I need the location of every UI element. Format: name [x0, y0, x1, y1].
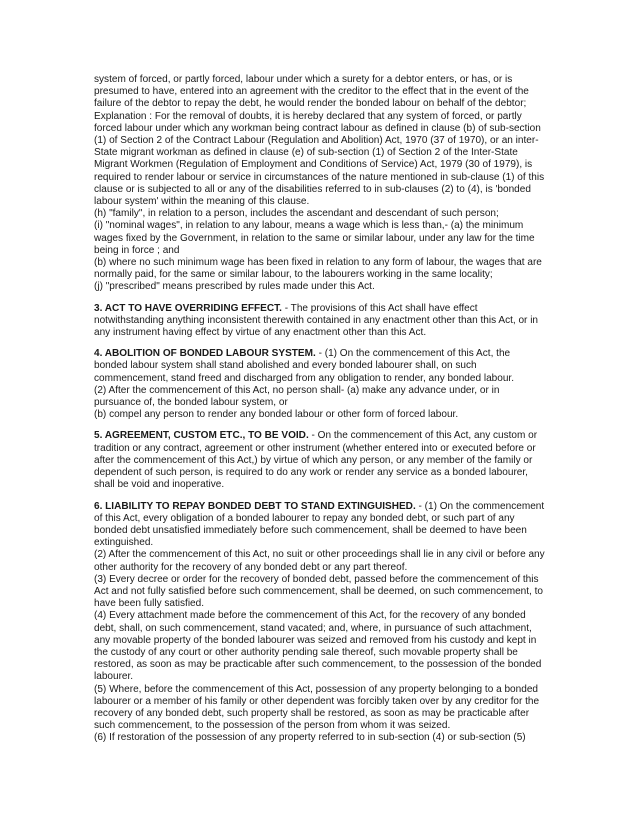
section-4-text: - (1) On the commencement of this Act, the bonded labour system shall stand abolished and every bonded labourer shall, on such commencement, stand freed and discharged from any obligation to render, any bonded labour.: [94, 348, 515, 384]
section-5: [94, 430, 546, 491]
section-3-text: - The provisions of this Act shall have effect notwithstanding anything inconsistent therewith contained in any enactment other than this Act, or in any instrument having effect by virtue of any enactment other than this Act.: [94, 302, 539, 339]
section-6-text: - (1) On the commencement of this Act, every obligation of a bonded labourer to repay any bonded debt, or such part of any bonded debt unsatisfied immediately before such commencement, shall be deemed to have been extinguished.: [94, 500, 545, 549]
explanation-paragraph: Explanation : For the removal of doubts, it is hereby declared that any system of forced, or partly forced labour under which any workman being contract labour as defined in clause (b) of sub-section (1) of Section 2 of the Contract Labour (Regulation and Abolition) Act, 1970 (37 of 1970), or an inter-State migrant workman as defined in clause (e) of sub-section (1) of Section 2 of the Inter-State Migrant Workmen (Regulation of Employment and Conditions of Service) Act, 1979 (30 of 1979), is required to render labour or service in circumstances of the nature mentioned in sub-clause (1) of this clause or is subjected to all or any of the disabilities referred to in sub-clauses (2) to (4), is 'bonded labour system' within the meaning of this clause.: [94, 110, 545, 208]
section-3-title: 3. ACT TO HAVE OVERRIDING EFFECT.: [94, 302, 282, 314]
definitions-block: [94, 74, 546, 294]
section-3-paragraph: [94, 303, 546, 340]
section-6-subsection-4: (4) Every attachment made before the commencement of this Act, for the recovery of any bonded debt, shall, on such commencement, stand vacated; and, where, in pursuance of such attachment, any movable property of the bonded labourer was seized and removed from his custody and kept in the custody of any court or other authority pending sale thereof, such movable property shall be restored, as soon as may be practicable after such commencement, to the possession of the bonded labourer.: [94, 610, 542, 683]
section-4: [94, 348, 546, 421]
section-5-paragraph: [94, 430, 546, 491]
definition-nominal-wages-b: (b) where no such minimum wage has been fixed in relation to any form of labour, the wages that are normally paid, for the same or similar labour, to the labourers working in the same locality;: [94, 257, 542, 281]
section-6-title: 6. LIABILITY TO REPAY BONDED DEBT TO STAND EXTINGUISHED.: [94, 500, 416, 512]
section-5-title: 5. AGREEMENT, CUSTOM ETC., TO BE VOID.: [94, 430, 309, 442]
section-3: [94, 303, 546, 340]
section-4-paragraph: [94, 348, 546, 385]
section-6-paragraph: [94, 501, 546, 550]
definition-paragraph: system of forced, or partly forced, labour under which a surety for a debtor enters, or has, or is presumed to have, entered into an agreement with the creditor to the effect that in the event of the failure of the debtor to repay the debt, he would render the bonded labour on behalf of the debtor;: [94, 74, 529, 110]
section-6-subsection-2: (2) After the commencement of this Act, no suit or other proceedings shall lie in any civil or before any other authority for the recovery of any bonded debt or any part thereof.: [94, 549, 545, 573]
section-4-clause-b: (b) compel any person to render any bonded labour or other form of forced labour.: [94, 409, 459, 421]
section-6-subsection-5: (5) Where, before the commencement of this Act, possession of any property belonging to a bonded labourer or a member of his family or other dependent was forcibly taken over by any creditor for the recovery of any bonded debt, such property shall be restored, as soon as may be practicable after such commencement, to the possession of the person from whom it was seized.: [94, 683, 540, 732]
definition-family: (h) "family", in relation to a person, includes the ascendant and descendant of such person;: [94, 208, 499, 220]
section-6: [94, 501, 546, 745]
section-4-title: 4. ABOLITION OF BONDED LABOUR SYSTEM.: [94, 348, 316, 360]
section-5-text: - On the commencement of this Act, any custom or tradition or any contract, agreement or other instrument (whether entered into or executed before or after the commencement of this Act,) by virtue of which any person, or any member of the family or dependent of such person, is required to do any work or render any service as a bonded labourer, shall be void and inoperative.: [94, 430, 538, 491]
section-4-subsection-2: (2) After the commencement of this Act, no person shall- (a) make any advance under, or in pursuance of, the bonded labour system, or: [94, 384, 500, 409]
definition-prescribed: (j) "prescribed" means prescribed by rules made under this Act.: [94, 281, 375, 293]
section-6-subsection-3: (3) Every decree or order for the recovery of bonded debt, passed before the commencement of this Act and not fully satisfied before such commencement, shall be deemed, on such commencement, to have been fully satisfied.: [94, 573, 543, 610]
section-6-subsection-6: (6) If restoration of the possession of any property referred to in sub-section (4) or sub-section (5): [94, 732, 526, 744]
definition-nominal-wages: (i) "nominal wages", in relation to any labour, means a wage which is less than,- (a) the minimum wages fixed by the Government, in relation to the same or similar labour, under any law for the time being in force ; and: [94, 220, 535, 256]
document-page: [94, 74, 546, 745]
